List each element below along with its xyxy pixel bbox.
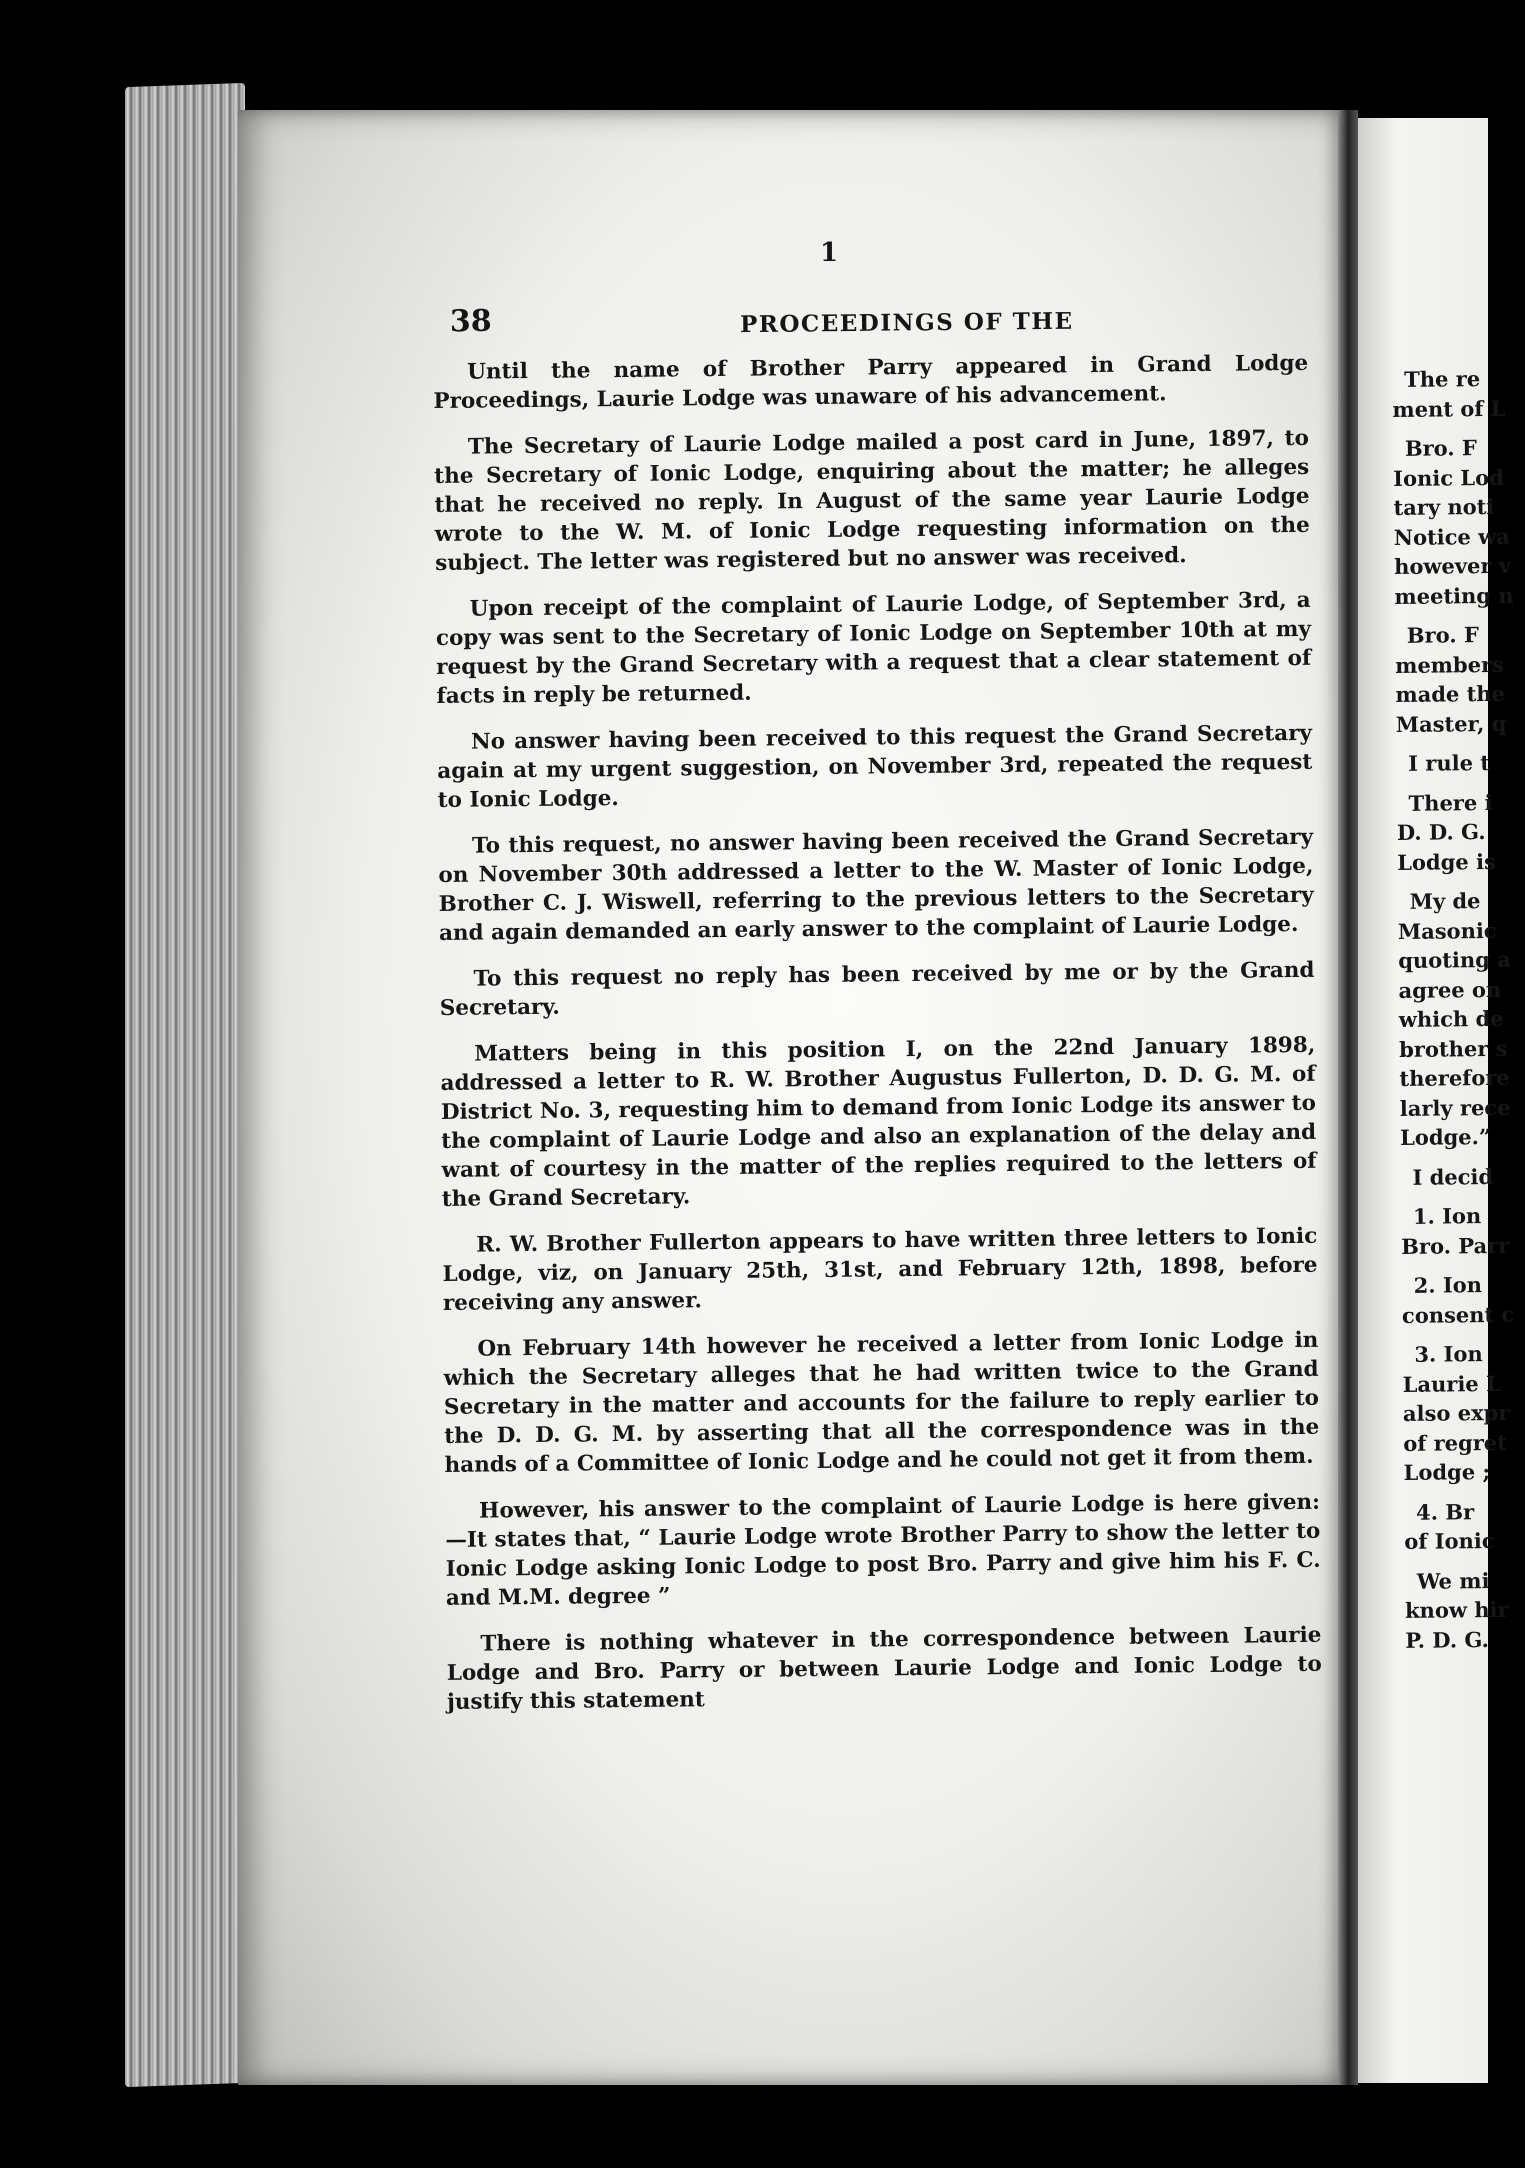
right-page-line: however v [1393,552,1512,579]
right-page-line: which de [1398,1005,1504,1032]
right-page-line: Lodge ; [1403,1459,1491,1485]
right-page-line: Master, q [1395,710,1507,737]
right-page-line: Lodge is [1397,848,1496,875]
right-page-line: of regret [1403,1429,1508,1456]
right-page-line: larly rece [1399,1094,1511,1121]
right-page-line: quoting a [1398,946,1511,973]
paragraph: No answer having been received to this request the Grand Secretary again at my urgent suggestion, on November 3rd, repeated the request to Ionic Lodge. [437,720,1313,813]
paragraph: Matters being in this position I, on the 22nd January 1898, addressed a letter to R. W. Brother Augustus Fullerton, D. D. G. M. of District No. 3, requesting him to demand from Ionic Lodge its answer to the complaint of Laurie Lodge and also an explanation of the delay and want of courtesy in the matter of the replies required to the letters of the Grand Secretary. [440,1032,1317,1212]
right-page-line: D. D. G. [1396,819,1486,845]
body-text [433,349,1322,1734]
right-page-line: My de [1409,888,1481,914]
right-page-line: I decid [1412,1163,1494,1190]
right-page-line: members [1395,651,1505,678]
book-gutter [1338,110,1358,2085]
paragraph: To this request, no answer having been received the Grand Secretary on November 30th addressed a letter to the W. Master of Ionic Lodge, Brother C. J. Wiswell, referring to the previous letters to the Secretary and again demanded an early answer to the complaint of Laurie Lodge. [438,824,1314,946]
right-page-line: Notice wa [1393,523,1510,550]
page-header [450,296,1250,354]
right-page-line: also expr [1402,1399,1510,1426]
right-page-line: Lodge.” [1399,1124,1492,1150]
paragraph: However, his answer to the complaint of Laurie Lodge is here given:—It states that, “ Laurie Lodge wrote Brother Parry to show the letter to Ionic Lodge asking Ionic Lodge to post Bro. Parry and give him his F. C. and M.M. degree ” [445,1489,1321,1611]
right-page-line: Ionic Lod [1393,464,1504,491]
right-page-line: 4. Br [1415,1498,1475,1525]
right-page-text [1392,364,1515,1655]
paragraph: Until the name of Brother Parry appeared in Grand Lodge Proceedings, Laurie Lodge was unaware of his advancement. [433,350,1309,414]
right-page-line: agree on [1398,976,1502,1003]
book-page-edges [125,83,245,2087]
right-page-line: Masonic [1397,917,1497,944]
paragraph: There is nothing whatever in the correspondence between Laurie Lodge and Bro. Parry or between Laurie Lodge and Ionic Lodge to justify this statement [446,1622,1322,1715]
right-page-line: Bro. Parr [1401,1232,1510,1259]
paragraph: On February 14th however he received a letter from Ionic Lodge in which the Secretary alleges that he had written twice to the Grand Secretary in the matter and accounts for the failure to reply earlier to the D. D. G. M. by asserting that all the correspondence was in the hands of a Committee of Ionic Lodge and he could not get it from them. [443,1327,1320,1478]
right-page-line: consent c [1401,1301,1515,1328]
right-page-line: I rule t [1408,749,1491,776]
paragraph: Upon receipt of the complaint of Laurie Lodge, of September 3rd, a copy was sent to the Secretary of Ionic Lodge on September 10th at my request by the Grand Secretary with a request that a clear statement of facts in reply be returned. [435,587,1312,709]
right-page-line: 1. Ion [1412,1203,1482,1229]
right-page-line: know hir [1404,1596,1509,1623]
top-mark: 1 [820,238,839,268]
right-page-line: Bro. F [1404,435,1477,461]
page-number: 38 [449,303,492,340]
right-page-line: Laurie L [1402,1370,1501,1397]
right-page-line: ment of L [1392,395,1506,422]
right-page-line: brother s [1399,1035,1508,1062]
right-page-line: The re [1404,366,1481,392]
right-page-line: made the [1395,680,1506,707]
right-page-line: 2. Ion [1413,1272,1483,1298]
right-page-line: P. D. G. [1405,1626,1490,1653]
right-page-line: We mi [1416,1567,1490,1594]
right-page-line: tary noti [1393,493,1495,520]
right-page-line: Bro. F [1406,622,1479,648]
right-page-line: There i [1408,789,1493,816]
right-page-line: meeting n [1394,582,1514,609]
paragraph: The Secretary of Laurie Lodge mailed a post card in June, 1897, to the Secretary of Ionic Lodge, enquiring about the matter; he alleges that he received no reply. In August of the same year Laurie Lodge wrote to the W. M. of Ionic Lodge requesting information on the subject. The letter was registered but no answer was received. [434,425,1310,576]
running-head: PROCEEDINGS OF THE [739,307,1074,339]
paragraph: R. W. Brother Fullerton appears to have written three letters to Ionic Lodge, viz, on January 25th, 31st, and February 12th, 1898, before receiving any answer. [442,1223,1318,1316]
right-page-line: 3. Ion [1414,1341,1483,1367]
right-page-line: therefore [1399,1064,1510,1091]
paragraph: To this request no reply has been received by me or by the Grand Secretary. [439,957,1315,1021]
right-page-line: of Ionic [1404,1527,1495,1554]
